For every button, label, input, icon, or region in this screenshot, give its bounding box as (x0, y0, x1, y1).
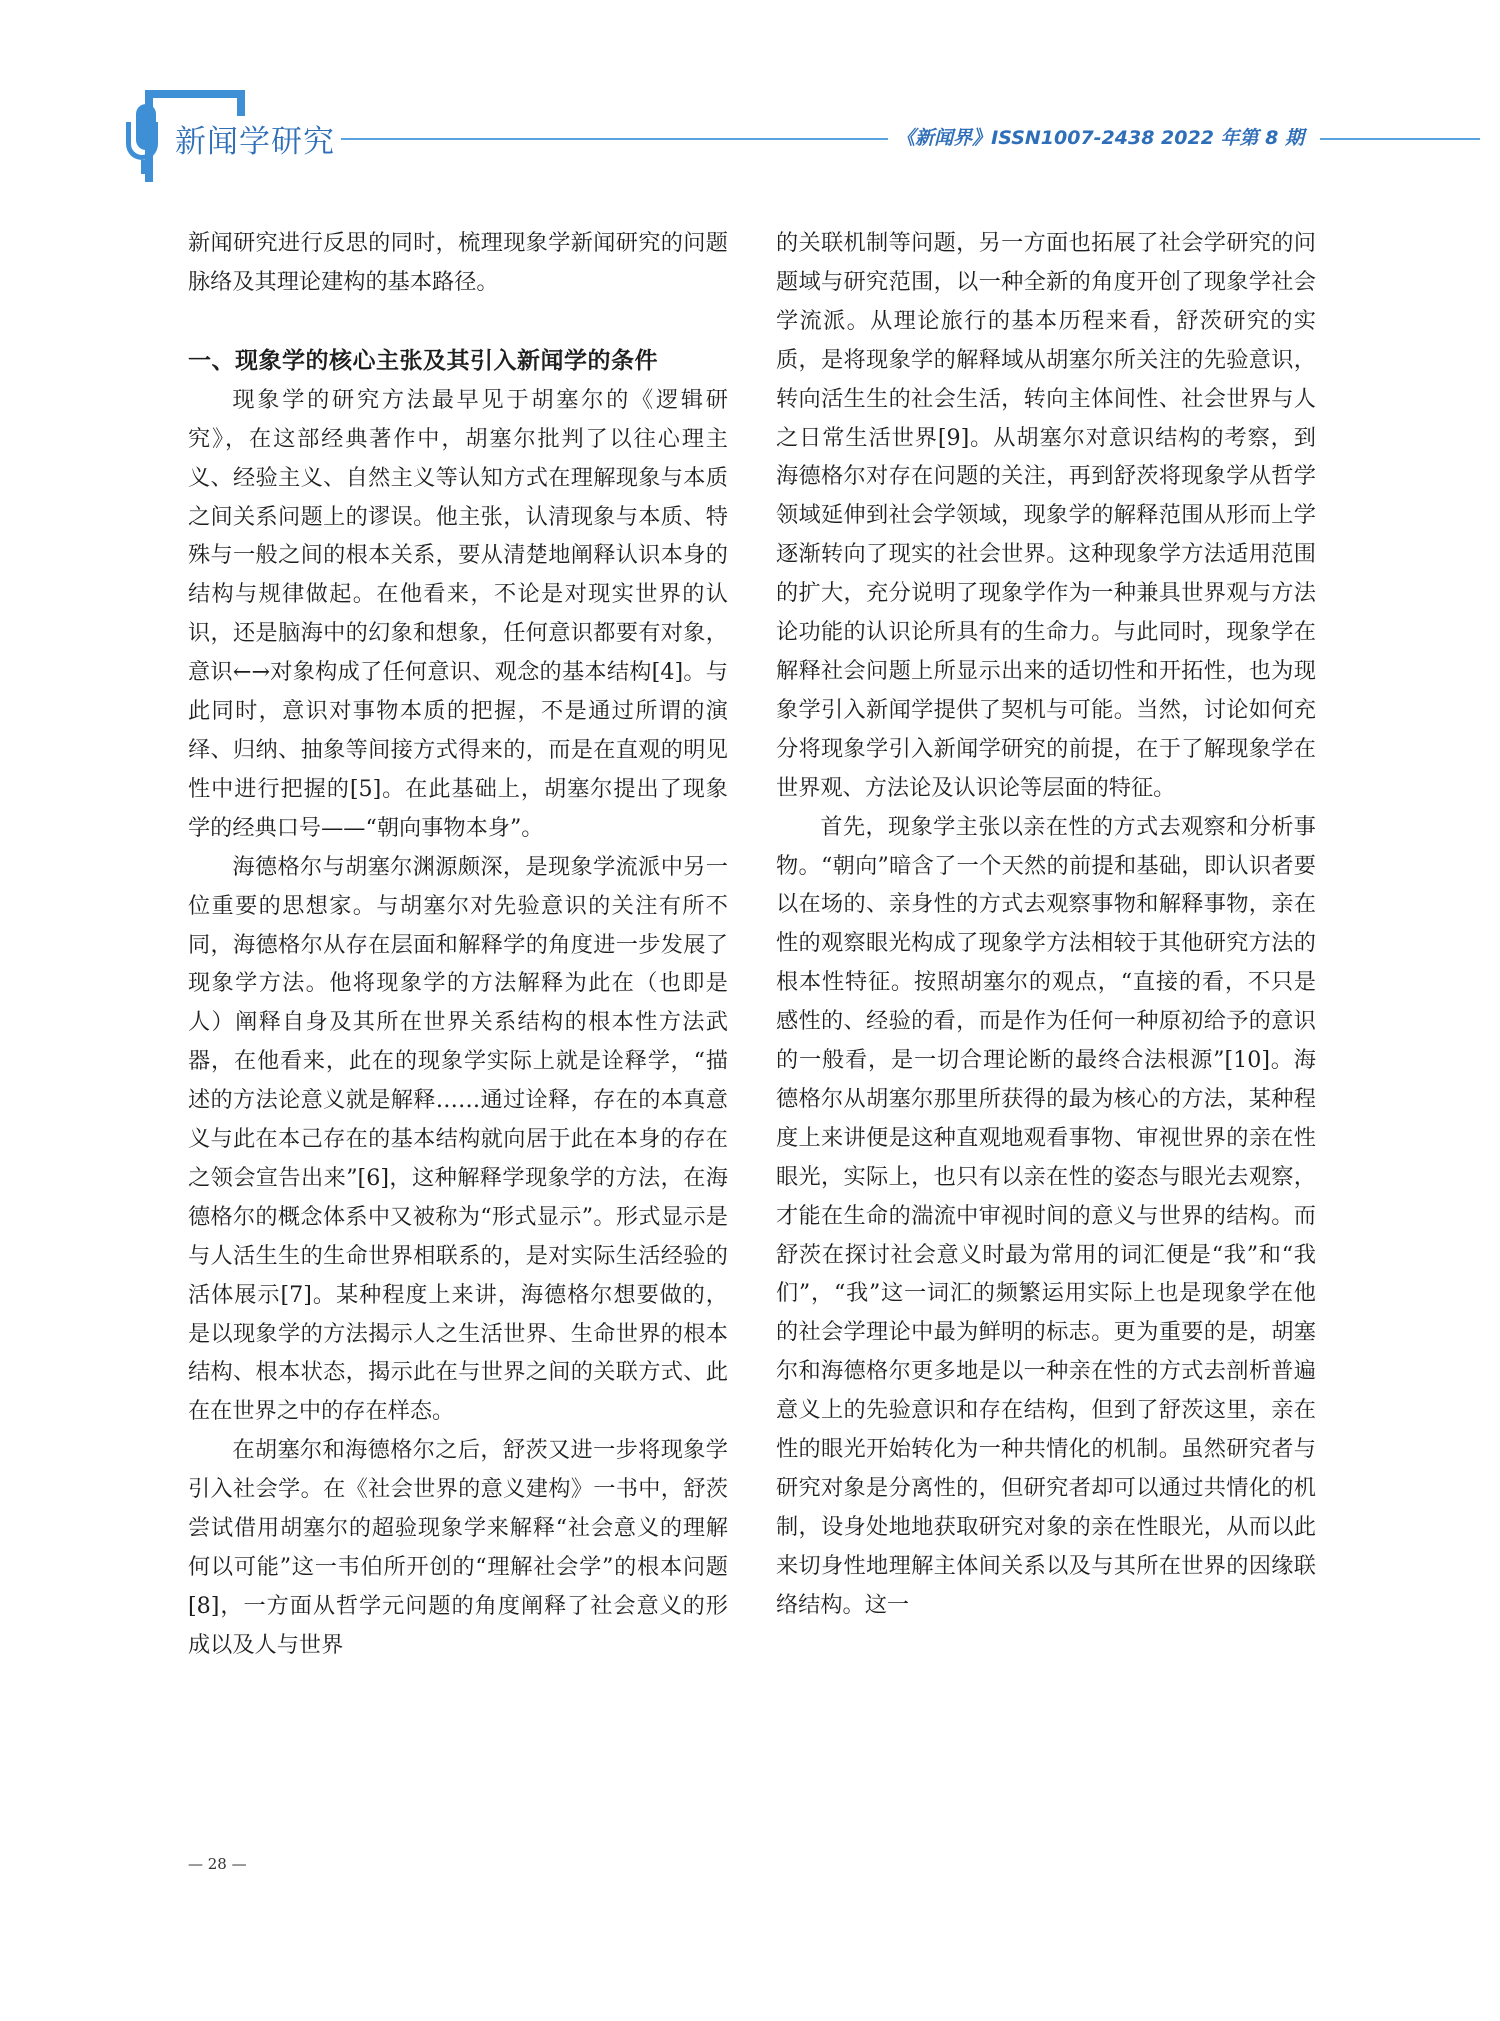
paragraph: 海德格尔与胡塞尔渊源颇深，是现象学流派中另一位重要的思想家。与胡塞尔对先验意识的关注有所不同，海德格尔从存在层面和解释学的角度进一步发展了现象学方法。他将现象学的方法解释为此在（也即是人）阐释自身及其所在世界关系结构的根本性方法武器，在他看来，此在的现象学实际上就是诠释学，“描述的方法论意义就是解释……通过诠释，存在的本真意义与此在本己存在的基本结构就向居于此在本身的存在之领会宣告出来”[6]，这种解释学现象学的方法，在海德格尔的概念体系中又被称为“形式显示”。形式显示是与人活生生的生命世界相联系的，是对实际生活经验的活体展示[7]。某种程度上来讲，海德格尔想要做的，是以现象学的方法揭示人之生活世界、生命世界的根本结构、根本状态，揭示此在与世界之间的关联方式、此在在世界之中的存在样态。 (188, 853, 728, 1425)
paragraph: 的关联机制等问题，另一方面也拓展了社会学研究的问题域与研究范围，以一种全新的角度开创了现象学社会学流派。从理论旅行的基本历程来看，舒茨研究的实质，是将现象学的解释域从胡塞尔所关注的先验意识，转向活生生的社会生活，转向主体间性、社会世界与人之日常生活世界[9]。从胡塞尔对意识结构的考察，到海德格尔对存在问题的关注，再到舒茨将现象学从哲学领域延伸到社会学领域，现象学的解释范围从形而上学逐渐转向了现实的社会世界。这种现象学方法适用范围的扩大，充分说明了现象学作为一种兼具世界观与方法论功能的认识论所具有的生命力。与此同时，现象学在解释社会问题上所显示出来的适切性和开拓性，也为现象学引入新闻学提供了契机与可能。当然，讨论如何充分将现象学引入新闻学研究的前提，在于了解现象学在世界观、方法论及认识论等层面的特征。 (776, 230, 1316, 801)
microphone-icon (126, 104, 166, 178)
paragraph: 新闻研究进行反思的同时，梳理现象学新闻研究的问题脉络及其理论建构的基本路径。 (188, 230, 728, 295)
left-column (188, 224, 728, 1665)
header-rule-left (340, 138, 900, 140)
section-heading: 一、现象学的核心主张及其引入新闻学的条件 (188, 347, 658, 374)
right-column (776, 224, 1316, 1625)
journal-info: 《新闻界》ISSN1007-2438 2022 年第 8 期 (888, 123, 1312, 150)
page-number: — 28 — (188, 1855, 247, 1873)
paragraph: 在胡塞尔和海德格尔之后，舒茨又进一步将现象学引入社会学。在《社会世界的意义建构》一书中，舒茨尝试借用胡塞尔的超验现象学来解释“社会意义的理解何以可能”这一韦伯所开创的“理解社会学”的根本问题[8]，一方面从哲学元问题的角度阐释了社会意义的形成以及人与世界 (188, 1437, 728, 1658)
paragraph: 首先，现象学主张以亲在性的方式去观察和分析事物。“朝向”暗含了一个天然的前提和基础，即认识者要以在场的、亲身性的方式去观察事物和解释事物，亲在性的观察眼光构成了现象学方法相较于其他研究方法的根本性特征。按照胡塞尔的观点，“直接的看，不只是感性的、经验的看，而是作为任何一种原初给予的意识的一般看，是一切合理论断的最终合法根源”[10]。海德格尔从胡塞尔那里所获得的最为核心的方法，某种程度上来讲便是这种直观地观看事物、审视世界的亲在性眼光，实际上，也只有以亲在性的姿态与眼光去观察，才能在生命的湍流中审视时间的意义与世界的结构。而舒茨在探讨社会意义时最为常用的词汇便是“我”和“我们”，“我”这一词汇的频繁运用实际上也是现象学在他的社会学理论中最为鲜明的标志。更为重要的是，胡塞尔和海德格尔更多地是以一种亲在性的方式去剖析普遍意义上的先验意识和存在结构，但到了舒茨这里，亲在性的眼光开始转化为一种共情化的机制。虽然研究者与研究对象是分离性的，但研究者却可以通过共情化的机制，设身处地地获取研究对象的亲在性眼光，从而以此来切身性地理解主体间关系以及与其所在世界的因缘联络结构。这一 (776, 813, 1316, 1618)
paragraph: 现象学的研究方法最早见于胡塞尔的《逻辑研究》，在这部经典著作中，胡塞尔批判了以往心理主义、经验主义、自然主义等认知方式在理解现象与本质之间关系问题上的谬误。他主张，认清现象与本质、特殊与一般之间的根本关系，要从清楚地阐释认识本身的结构与规律做起。在他看来，不论是对现实世界的认识，还是脑海中的幻象和想象，任何意识都要有对象，意识←→对象构成了任何意识、观念的基本结构[4]。与此同时，意识对事物本质的把握，不是通过所谓的演绎、归纳、抽象等间接方式得来的，而是在直观的明见性中进行把握的[5]。在此基础上，胡塞尔提出了现象学的经典口号——“朝向事物本身”。 (188, 386, 728, 841)
section-title: 新闻学研究 (175, 116, 341, 161)
header-rule-right (1320, 138, 1480, 140)
